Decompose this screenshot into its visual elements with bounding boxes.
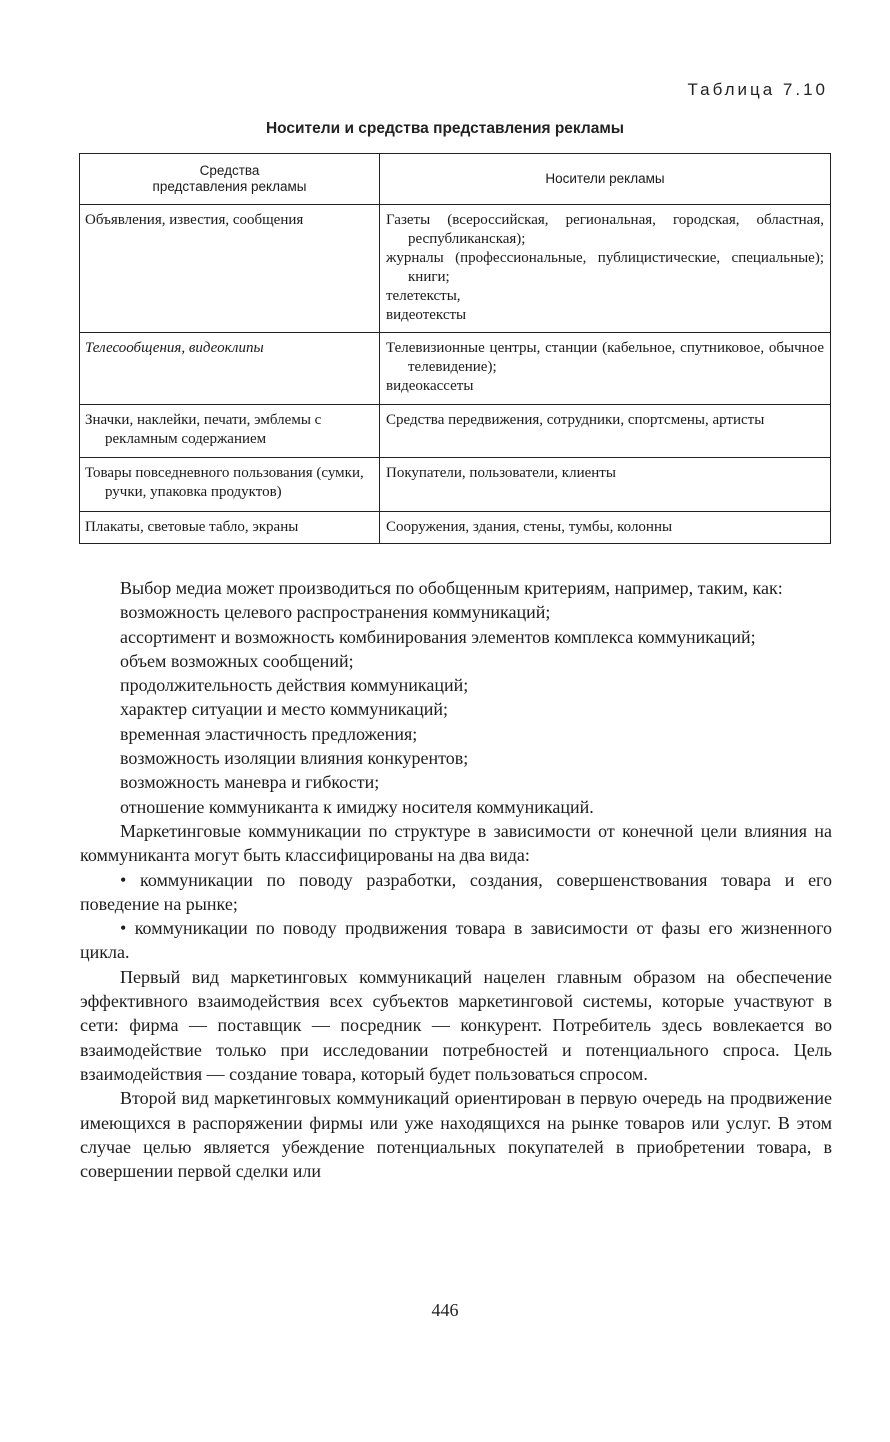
criteria-item: объем возможных сообщений; [120,650,354,671]
header-means-line-2: представления рекламы [152,179,307,194]
carrier-line: Газеты (всероссийская, региональная, городская, областная, республиканская); [386,212,824,247]
carriers-cell [380,458,831,512]
bullet-item: • коммуникации по поводу продвижения товара в зависимости от фазы его жизненного цикла. [80,918,832,963]
means-cell [80,205,380,333]
carrier-line: видеокассеты [386,378,474,394]
means-cell [80,405,380,458]
table-title: Носители и средства представления рекламы [265,120,625,137]
criteria-item: возможность целевого распространения коммуникаций; [120,602,551,623]
advertising-media-table [79,153,831,544]
means-text: Значки, наклейки, печати, эмблемы с рекламным содержанием [85,412,322,447]
carrier-line: журналы (профессиональные, публицистические, специальные); книги; [386,250,824,285]
carriers-cell [380,205,831,333]
carrier-line: видеотексты [386,307,467,323]
means-text: Телесообщения, видеоклипы [85,340,264,356]
criteria-item: возможность маневра и гибкости; [120,772,380,793]
carrier-line: Сооружения, здания, стены, тумбы, колонны [386,519,673,535]
table-row [80,205,831,333]
means-text: Плакаты, световые табло, экраны [85,519,299,535]
header-carriers: Носители рекламы [380,154,831,205]
means-text: Товары повседневного пользования (сумки, ручки, упаковка продуктов) [85,465,364,500]
paragraph: Второй вид маркетинговых коммуникаций ориентирован в первую очередь на продвижение имеющихся в распоряжении фирмы или уже находящихся на рынке товаров или услуг. В этом случае целью является убеждение потенциальных покупателей в приобретении товара, в совершении первой сделки или [80,1088,832,1182]
paragraph: Маркетинговые коммуникации по структуре в зависимости от конечной цели влияния на коммуниканта могут быть классифицированы на два вида: [80,820,832,866]
table-row [80,333,831,405]
header-means [80,154,380,205]
body-text [80,576,832,1183]
means-text: Объявления, известия, сообщения [85,212,304,228]
criteria-item: отношение коммуниканта к имиджу носителя коммуникаций. [120,796,594,817]
paragraph: Первый вид маркетинговых коммуникаций нацелен главным образом на обеспечение эффективного взаимодействия всех субъектов маркетинговой системы, которые участвуют в сети: фирма — поставщик — посредник — конкурент. Потребитель здесь вовлекается во взаимодействие только при исследовании потребностей и потенциального спроса. Цель взаимодействия — создание товара, который будет пользоваться спросом. [80,966,832,1084]
criteria-item: характер ситуации и место коммуникаций; [120,699,448,720]
page-number: 446 [431,1300,459,1320]
table-row [80,458,831,512]
carrier-line: телетексты, [386,288,461,304]
carrier-line: Средства передвижения, сотрудники, спортсмены, артисты [386,412,765,428]
table-row [80,405,831,458]
table-row [80,512,831,544]
criteria-item: ассортимент и возможность комбинирования элементов комплекса коммуникаций; [120,626,756,647]
paragraph: Выбор медиа может производиться по обобщенным критериям, например, таким, как: [120,578,783,598]
carrier-line: Телевизионные центры, станции (кабельное, спутниковое, обычное телевидение); [386,340,824,375]
carriers-cell [380,405,831,458]
criteria-item: временная эластичность предложения; [120,723,418,744]
means-cell [80,458,380,512]
means-cell [80,512,380,544]
criteria-item: возможность изоляции влияния конкурентов; [120,748,469,769]
carriers-cell [380,512,831,544]
table-header-row [80,154,831,205]
header-means-line-1: Средства [199,163,260,178]
means-cell [80,333,380,405]
carrier-line: Покупатели, пользователи, клиенты [386,465,616,481]
table-label: Таблица 7.10 [687,80,828,99]
bullet-item: • коммуникации по поводу разработки, создания, совершенствования товара и его поведение на рынке; [80,869,832,914]
criteria-item: продолжительность действия коммуникаций; [120,675,469,696]
carriers-cell [380,333,831,405]
